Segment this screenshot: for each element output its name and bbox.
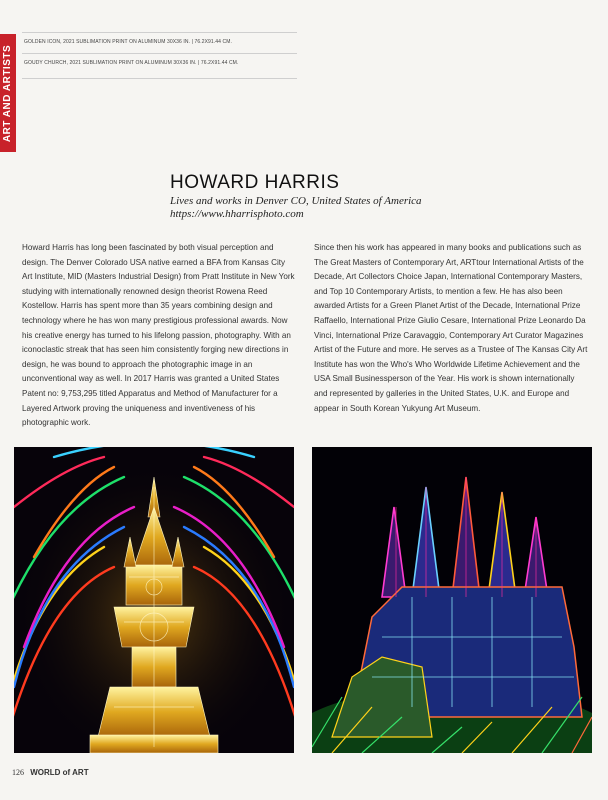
artwork-goudy-church (312, 447, 592, 753)
bio-left-text: Howard Harris has long been fascinated by both visual perception and design. The Denver Colorado USA native earned a BFA from Kansas City Art Institute, MID (Masters Industrial Design) from Pratt Institute in New York studying with internationally renowned design theorist Rowena Reed Kostellow. Harris has spent more than 35 years combining design and technology where he has won many prestigious professional awards. Now his creative energy has turned to his lifelong passion, photography. With an iconoclastic streak that has seen him consistently forging new directions in design, he was bound to approach the photographic image in an unconventional way as well. In 2017 Harris was granted a United States Patent no: 9,753,295 titled Apparatus and Method of Manufacturer for a Layered Artwork proving the uniqueness and inventiveness of his photographic work. (22, 243, 295, 428)
caption-divider (22, 53, 297, 54)
artwork-caption-golden-icon: GOLDEN ICON, 2021 SUBLIMATION PRINT ON ALUMINUM 30X36 IN. | 76.2X91.44 CM. (24, 39, 233, 45)
artist-website[interactable]: https://www.hharrisphoto.com (170, 208, 304, 220)
caption-divider (22, 78, 297, 79)
caption-divider (22, 32, 297, 33)
bio-right-text: Since then his work has appeared in many books and publications such as The Great Masters of Contemporary Art, ARTtour International Artists of the Decade, Art Collectors Choice Japan, International Contemporary Masters, and Top 10 Contemporary Artists, to mention a few. He has also been awarded Artists for a Green Planet Artist of the Decade, International Prize Raffaello, International Prize Giulio Cesare, International Prize Leonardo Da Vinci, International Prize Caravaggio, Contemporary Art Curator Magazines Artist of the Future and more. He serves as a Trustee of The Kansas City Art Institute has won the Who's Who Worldwide Lifetime Achievement and the USA Small Businessperson of the Year. His work is shown internationally and represented by galleries in the United States, U.K. and Europe and appear in South Korean Yukyung Art Museum. (314, 243, 588, 413)
artist-location: Lives and works in Denver CO, United States of America (170, 195, 422, 207)
magazine-title: WORLD of ART (30, 768, 89, 777)
artwork-caption-goudy-church: GOUDY CHURCH, 2021 SUBLIMATION PRINT ON ALUMINUM 30X36 IN. | 76.2X91.44 CM. (24, 60, 239, 66)
bio-column-right (314, 241, 589, 416)
section-tab (0, 34, 16, 152)
artwork-golden-icon (14, 447, 294, 753)
section-tab-label: ART AND ARTISTS (2, 44, 14, 142)
artist-name: HOWARD HARRIS (170, 172, 340, 193)
page-number: 126 (12, 768, 24, 777)
page-footer (12, 768, 89, 777)
bio-column-left (22, 241, 297, 431)
